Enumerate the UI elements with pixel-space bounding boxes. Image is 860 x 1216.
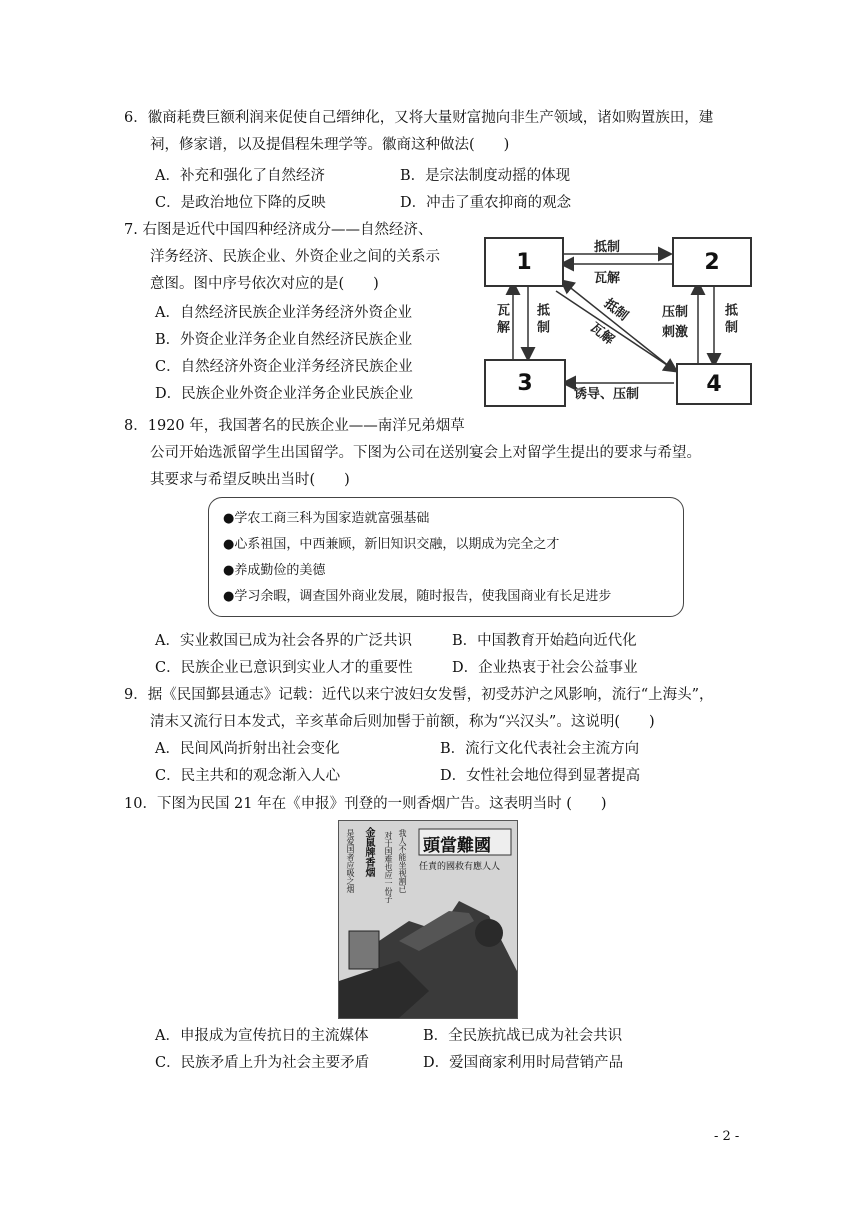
q8-list-item-1: ●学农工商三科为国家造就富强基础 (223, 511, 430, 526)
q8-option-b: B．中国教育开始趋向近代化 (452, 633, 637, 649)
label-1-3-right: 抵制 (534, 303, 549, 337)
q7-option-b: B．外资企业洋务企业自然经济民族企业 (155, 332, 413, 348)
q8-stem-line3: 其要求与希望反映出当时( ) (150, 472, 350, 488)
label-1-4-lower: 瓦解 (586, 320, 617, 348)
label-2-4-right: 抵制 (722, 303, 737, 337)
poster-column-2: 对于国难也应一份子 (384, 831, 393, 903)
q10-cigarette-ad-image (338, 820, 518, 1019)
q6-stem-line1: 6．徽商耗费巨额利润来促使自己缙绅化，又将大量财富抛向非生产领域，诸如购置族田，建 (124, 110, 714, 126)
q8-option-c: C．民族企业已意识到实业人才的重要性 (155, 660, 413, 676)
q6-stem-line2: 祠，修家谱，以及提倡程朱理学等。徽商这种做法( ) (150, 137, 510, 153)
page-number: - 2 - (714, 1129, 740, 1144)
diagram-node-4: 4 (676, 363, 752, 405)
q9-option-b: B．流行文化代表社会主流方向 (440, 741, 640, 757)
arrow-4-to-1 (562, 281, 670, 367)
q7-option-d: D．民族企业外资企业洋务企业民族企业 (155, 386, 414, 402)
q7-stem-line1: 7. 右图是近代中国四种经济成分——自然经济、 (124, 222, 433, 238)
q7-stem-line2: 洋务经济、民族企业、外资企业之间的关系示 (150, 249, 440, 265)
poster-column-4: 是爱国者应吸之烟 (346, 829, 355, 893)
q9-stem-line1: 9．据《民国鄞县通志》记载：近代以来宁波妇女发髻，初受苏沪之风影响，流行“上海头”， (124, 687, 714, 703)
q8-list-item-2: ●心系祖国，中西兼顾，新旧知识交融，以期成为完全之才 (223, 537, 560, 552)
label-2-4-left-1: 压制 (662, 305, 689, 320)
q8-option-a: A．实业救国已成为社会各界的广泛共识 (155, 633, 412, 649)
q6-option-d: D．冲击了重农抑商的观念 (400, 195, 572, 211)
q10-option-c: C．民族矛盾上升为社会主要矛盾 (155, 1055, 370, 1071)
q10-option-a: A．申报成为宣传抗日的主流媒体 (155, 1028, 369, 1044)
q9-option-d: D．女性社会地位得到显著提高 (440, 768, 641, 784)
label-1-2-top: 抵制 (594, 240, 621, 255)
poster-subline: 任責的國救有應人人 (419, 862, 501, 872)
q10-option-b: B．全民族抗战已成为社会共识 (423, 1028, 623, 1044)
q10-option-d: D．爱国商家利用时局营销产品 (423, 1055, 624, 1071)
q7-option-c: C．自然经济外资企业洋务经济民族企业 (155, 359, 413, 375)
q6-option-c: C．是政治地位下降的反映 (155, 195, 326, 211)
q8-option-d: D．企业热衷于社会公益事业 (452, 660, 638, 676)
label-2-4-left-2: 刺激 (662, 325, 689, 340)
q7-option-a: A．自然经济民族企业洋务经济外资企业 (155, 305, 412, 321)
label-1-4-upper: 抵制 (600, 296, 631, 324)
q8-requirements-box (208, 497, 684, 617)
q8-stem-line1: 8．1920 年，我国著名的民族企业——南洋兄弟烟草 (124, 418, 465, 434)
q8-stem-line2: 公司开始选派留学生出国留学。下图为公司在送别宴会上对留学生提出的要求与希望。 (150, 445, 701, 461)
poster-column-3: 金鼠牌香烟 (363, 827, 374, 877)
q8-list-item-3: ●养成勤俭的美德 (223, 563, 326, 578)
q7-stem-line3: 意图。图中序号依次对应的是( ) (150, 276, 379, 292)
label-3-4: 诱导、压制 (574, 387, 640, 402)
q9-option-c: C．民主共和的观念渐入人心 (155, 768, 341, 784)
diagram-node-1: 1 (484, 237, 564, 287)
q6-option-a: A．补充和强化了自然经济 (155, 168, 325, 184)
q10-stem: 10．下图为民国 21 年在《申报》刊登的一则香烟广告。这表明当时 ( ) (124, 796, 607, 812)
label-1-2-bottom: 瓦解 (594, 271, 621, 286)
poster-column-1: 我人不能坐视割已 (398, 829, 407, 893)
label-1-3-left: 瓦解 (494, 303, 509, 337)
q6-option-b: B．是宗法制度动摇的体现 (400, 168, 571, 184)
poster-headline: 頭當難國 (423, 836, 491, 856)
q9-option-a: A．民间风尚折射出社会变化 (155, 741, 340, 757)
q9-stem-line2: 清末又流行日本发式，辛亥革命后则加髻于前额，称为“兴汉头”。这说明( ) (150, 714, 655, 730)
q7-relationship-diagram (484, 233, 752, 401)
q8-list-item-4: ●学习余暇，调查国外商业发展，随时报告，使我国商业有长足进步 (223, 589, 612, 604)
diagram-node-3: 3 (484, 359, 566, 407)
diagram-node-2: 2 (672, 237, 752, 287)
